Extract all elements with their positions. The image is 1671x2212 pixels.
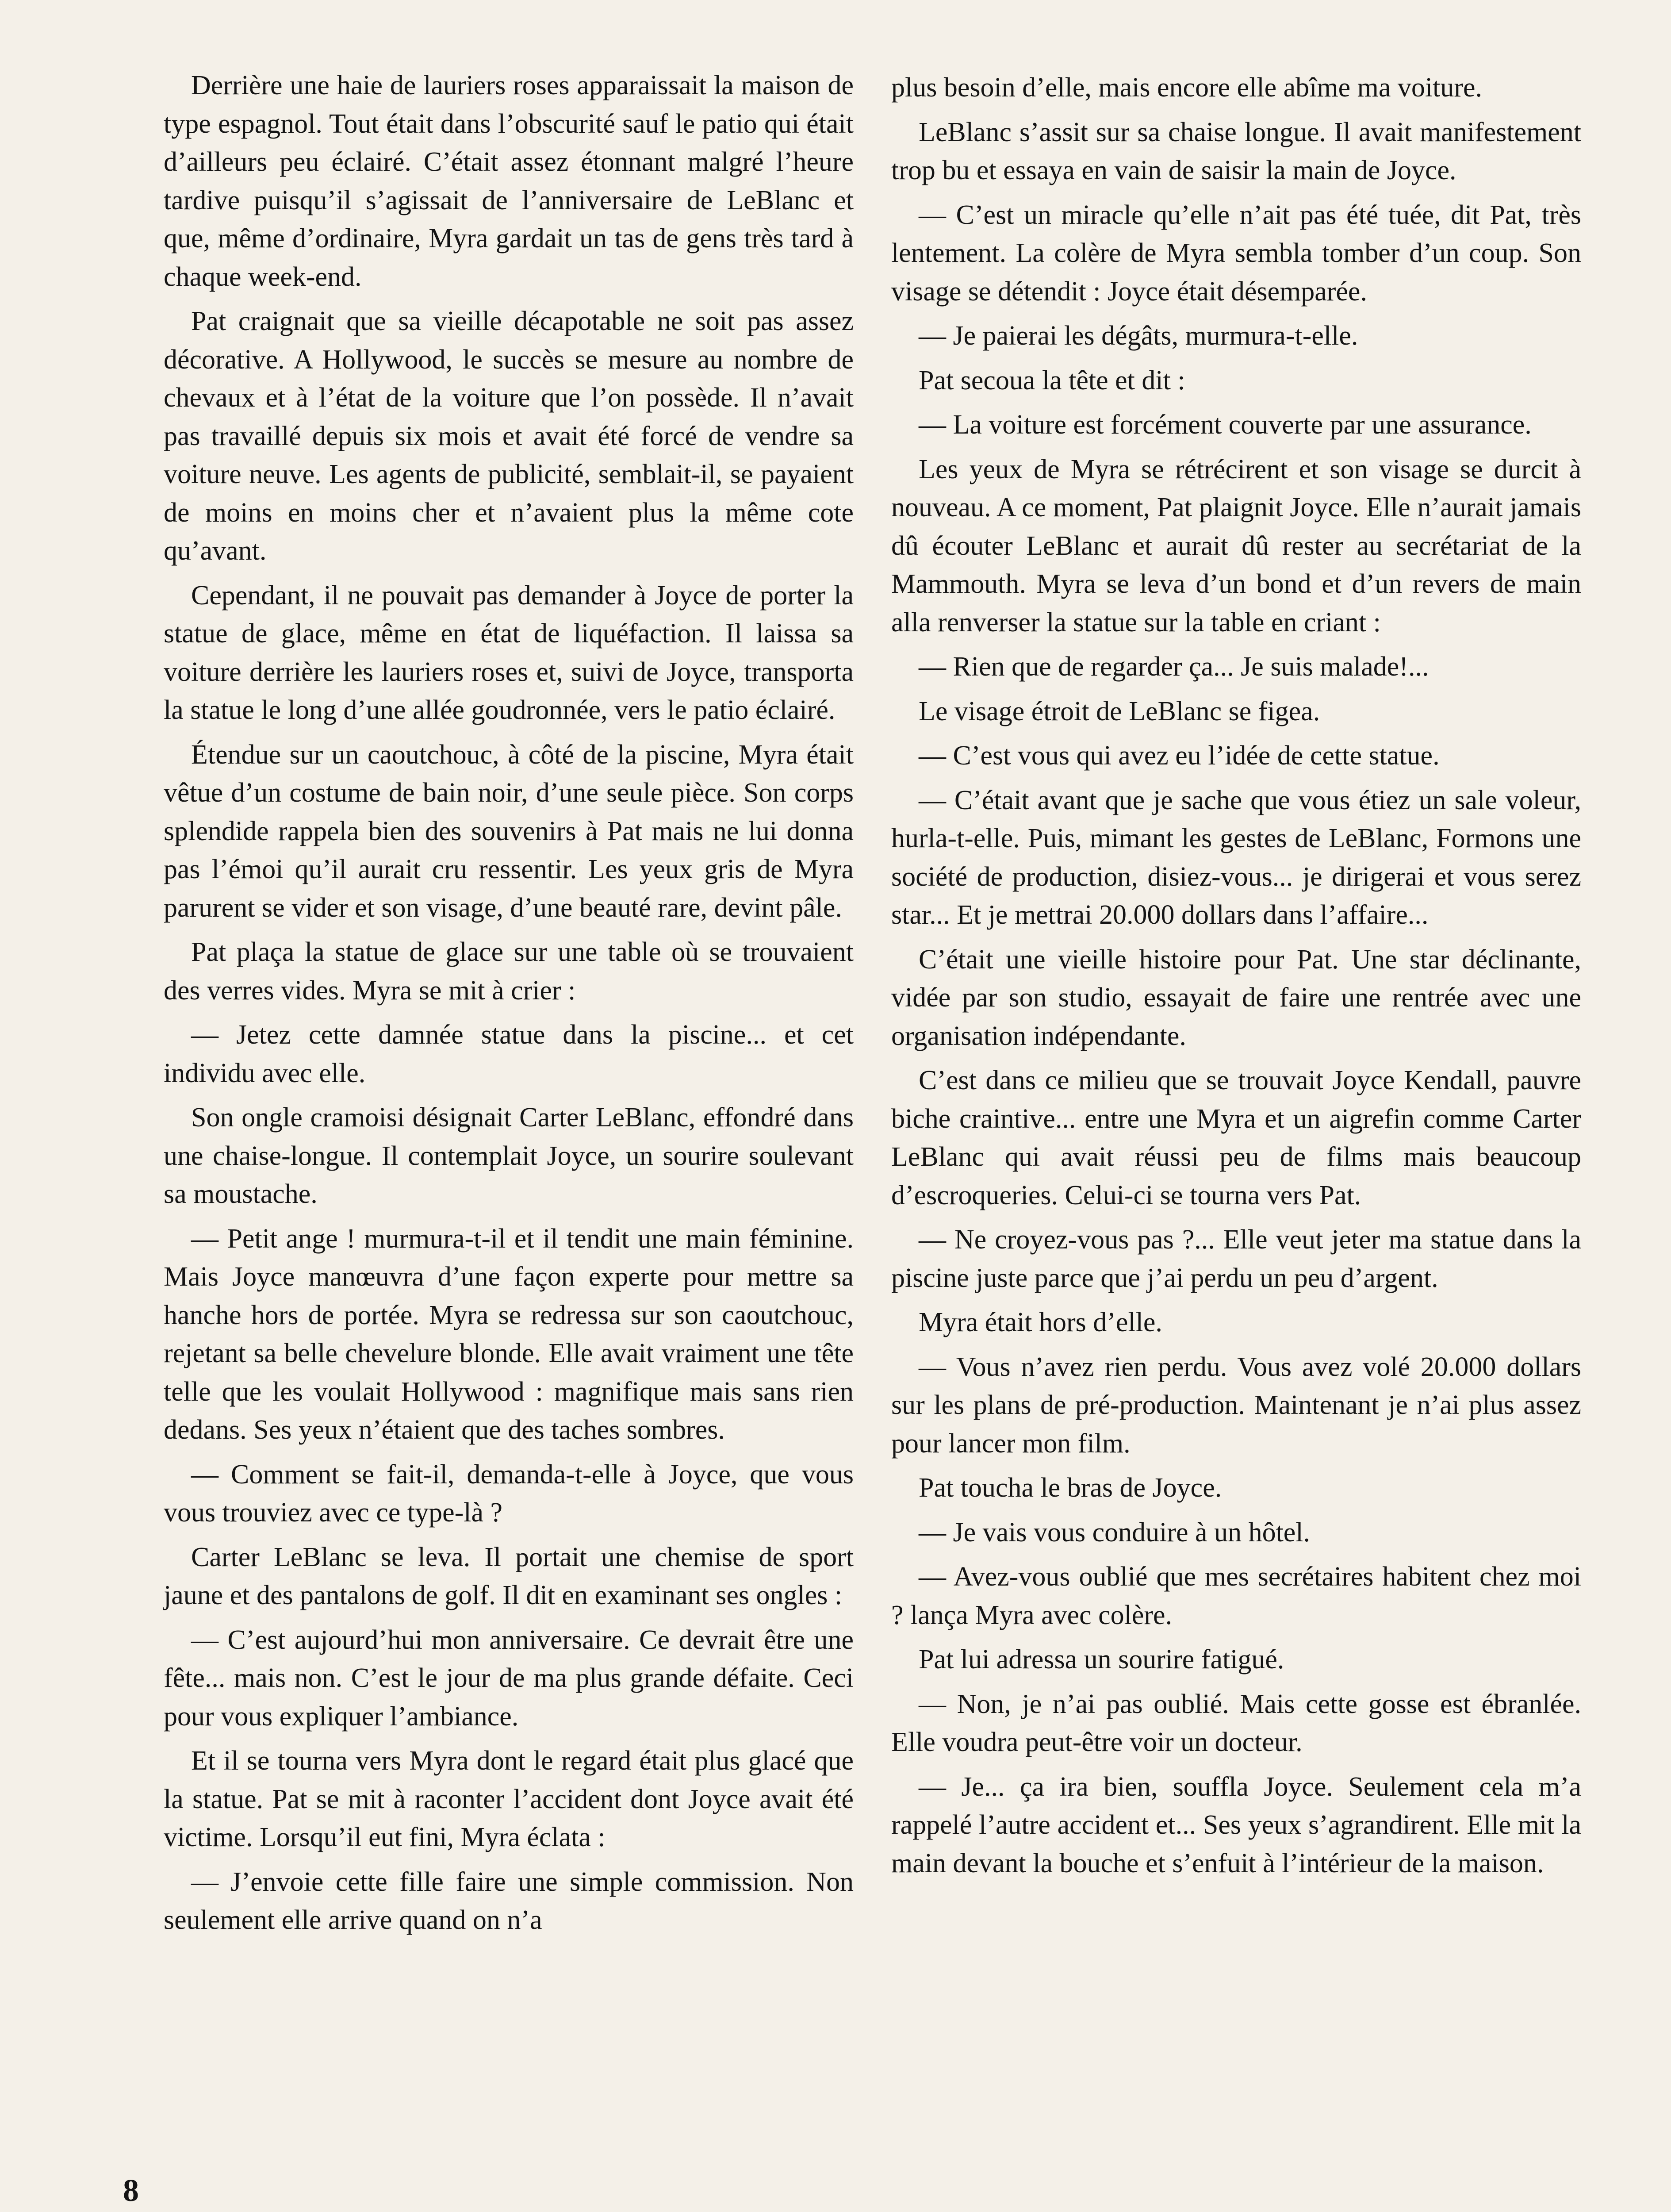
paragraph: Et il se tourna vers Myra dont le regard était plus glacé que la statue. Pat se mit à raconter l’accident dont Joyce avait été victime. Lorsqu’il eut fini, Myra éclata : xyxy=(164,1746,854,1852)
paragraph: Le visage étroit de LeBlanc se figea. xyxy=(919,696,1320,726)
paragraph: — Jetez cette damnée statue dans la piscine... et cet individu avec elle. xyxy=(164,1020,854,1088)
paragraph: LeBlanc s’assit sur sa chaise longue. Il avait manifestement trop bu et essaya en vain de saisir la main de Joyce. xyxy=(891,117,1581,185)
paragraph: — C’est un miracle qu’elle n’ait pas été tuée, dit Pat, très lentement. La colère de Myra sembla tomber d’un coup. Son visage se détendit : Joyce était désemparée. xyxy=(891,200,1581,307)
right-text-column xyxy=(891,69,1581,1889)
paragraph: — J’envoie cette fille faire une simple commission. Non seulement elle arrive quand on n’a xyxy=(164,1866,854,1935)
paragraph: Pat craignait que sa vieille décapotable ne soit pas assez décorative. A Hollywood, le succès se mesure au nombre de chevaux et à l’état de la voiture que l’on possède. Il n’avait pas travaillé depuis six mois et avait été forcé de vendre sa voiture neuve. Les agents de publicité, semblait-il, se payaient de moins en moins cher et n’avaient plus la même cote qu’avant. xyxy=(164,306,854,566)
paragraph: — La voiture est forcément couverte par une assurance. xyxy=(919,410,1532,440)
paragraph: Pat secoua la tête et dit : xyxy=(919,365,1185,396)
paragraph: Derrière une haie de lauriers roses apparaissait la maison de type espagnol. Tout était dans l’obscurité sauf le patio qui était d’ailleurs peu éclairé. C’était assez étonnant malgré l’heure tardive puisqu’il s’agissait de l’anniversaire de LeBlanc et que, même d’ordinaire, Myra gardait un tas de gens très tard à chaque week-end. xyxy=(164,70,854,292)
paragraph: — C’était avant que je sache que vous étiez un sale voleur, hurla-t-elle. Puis, mimant les gestes de LeBlanc, Formons une société de production, disiez-vous... je dirigerai et vous serez star... Et je mettrai 20.000 dollars dans l’affaire... xyxy=(891,785,1581,930)
paragraph-continuation: plus besoin d’elle, mais encore elle abîme ma voiture. xyxy=(891,73,1482,103)
paragraph: C’était une vieille histoire pour Pat. Une star déclinante, vidée par son studio, essayait de faire une rentrée avec une organisation indépendante. xyxy=(891,944,1581,1051)
paragraph: Les yeux de Myra se rétrécirent et son visage se durcit à nouveau. A ce moment, Pat plaignit Joyce. Elle n’aurait jamais dû écouter LeBlanc et aurait dû rester au secrétariat de la Mammouth. Myra se leva d’un bond et d’un revers de main alla renverser la statue sur la table en criant : xyxy=(891,454,1581,637)
paragraph: Myra était hors d’elle. xyxy=(919,1307,1162,1337)
paragraph: — Vous n’avez rien perdu. Vous avez volé 20.000 dollars sur les plans de pré-production. Maintenant je n’ai plus assez pour lancer mon film. xyxy=(891,1352,1581,1459)
paragraph: Pat toucha le bras de Joyce. xyxy=(919,1473,1222,1503)
paragraph: — C’est aujourd’hui mon anniversaire. Ce devrait être une fête... mais non. C’est le jour de ma plus grande défaite. Ceci pour vous expliquer l’ambiance. xyxy=(164,1624,854,1732)
paragraph: — C’est vous qui avez eu l’idée de cette statue. xyxy=(919,741,1440,771)
paragraph: — Avez-vous oublié que mes secrétaires habitent chez moi ? lança Myra avec colère. xyxy=(891,1562,1581,1630)
paragraph: C’est dans ce milieu que se trouvait Joyce Kendall, pauvre biche craintive... entre une Myra et un aigrefin comme Carter LeBlanc qui avait réussi peu de films mais beaucoup d’escroqueries. Celui-ci se tourna vers Pat. xyxy=(891,1065,1581,1210)
paragraph: Carter LeBlanc se leva. Il portait une chemise de sport jaune et des pantalons de golf. Il dit en examinant ses ongles : xyxy=(164,1542,854,1610)
paragraph: — Non, je n’ai pas oublié. Mais cette gosse est ébranlée. Elle voudra peut-être voir un docteur. xyxy=(891,1689,1581,1757)
paragraph: Étendue sur un caoutchouc, à côté de la piscine, Myra était vêtue d’un costume de bain noir, d’une seule pièce. Son corps splendide rappela bien des souvenirs à Pat mais ne lui donna pas l’émoi qu’il aurait cru ressentir. Les yeux gris de Myra parurent se vider et son visage, d’une beauté rare, devint pâle. xyxy=(164,739,854,923)
paragraph: — Je... ça ira bien, souffla Joyce. Seulement cela m’a rappelé l’autre accident et... Ses yeux s’agrandirent. Elle mit la main devant la bouche et s’enfuit à l’intérieur de la maison. xyxy=(891,1771,1581,1878)
paragraph: — Je vais vous conduire à un hôtel. xyxy=(919,1517,1311,1548)
paragraph: Son ongle cramoisi désignait Carter LeBlanc, effondré dans une chaise-longue. Il contemplait Joyce, un sourire soulevant sa moustache. xyxy=(164,1102,854,1209)
paragraph: Pat lui adressa un sourire fatigué. xyxy=(919,1644,1284,1674)
paragraph: Pat plaça la statue de glace sur une table où se trouvaient des verres vides. Myra se mit à crier : xyxy=(164,937,854,1006)
page-number: 8 xyxy=(123,2173,139,2208)
paragraph: Cependant, il ne pouvait pas demander à Joyce de porter la statue de glace, même en état de liquéfaction. Il laissa sa voiture derrière les lauriers roses et, suivi de Joyce, transporta la statue le long d’une allée goudronnée, vers le patio éclairé. xyxy=(164,580,854,725)
paragraph: — Je paierai les dégâts, murmura-t-elle. xyxy=(919,321,1358,351)
paragraph: — Rien que de regarder ça... Je suis malade!... xyxy=(919,652,1429,682)
paragraph: — Comment se fait-il, demanda-t-elle à Joyce, que vous vous trouviez avec ce type-là ? xyxy=(164,1459,854,1528)
paragraph: — Petit ange ! murmura-t-il et il tendit une main féminine. Mais Joyce manœuvra d’une façon experte pour mettre sa hanche hors de portée. Myra se redressa sur son caoutchouc, rejetant sa belle chevelure blonde. Elle avait vraiment une tête telle que les voulait Hollywood : magnifique mais sans rien dedans. Ses yeux n’étaient que des taches sombres. xyxy=(164,1223,854,1445)
left-text-column xyxy=(164,66,854,1946)
paragraph: — Ne croyez-vous pas ?... Elle veut jeter ma statue dans la piscine juste parce que j’ai perdu un peu d’argent. xyxy=(891,1225,1581,1293)
